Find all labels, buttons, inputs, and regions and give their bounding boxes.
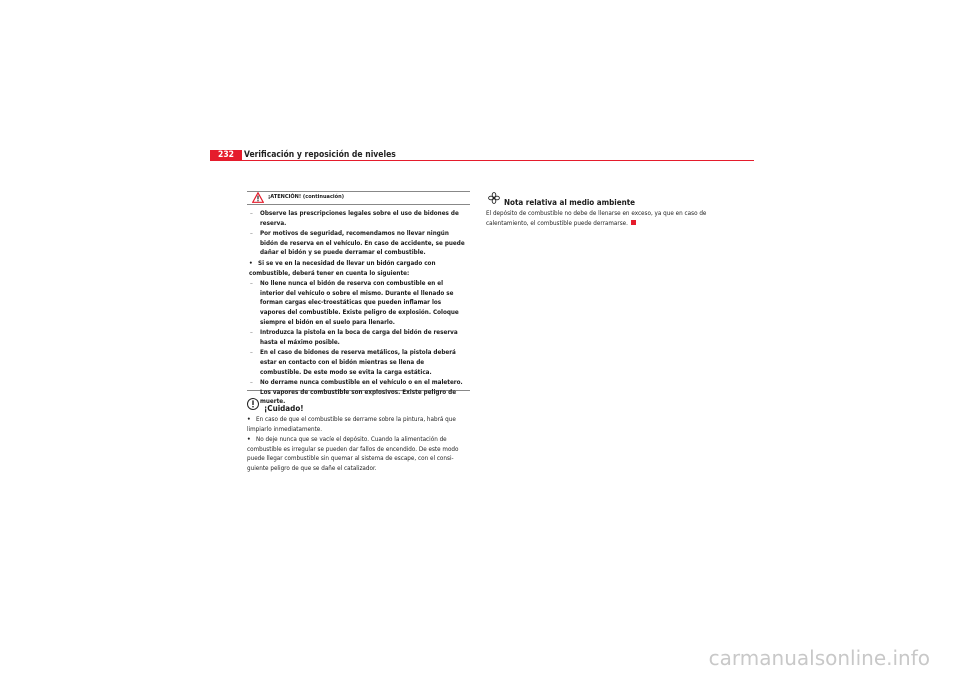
warning-item: – No derrame nunca combustible en el vehículo o en el maletero. Los vapores de combustible son explosivos. Existe peligro de muerte.	[250, 379, 463, 406]
warning-label: ¡ATENCIÓN! (continuación)	[268, 194, 344, 200]
environment-body: El depósito de combustible no debe de llenarse en exceso, ya que en caso de calentamiento, el combustible puede derramarse.	[486, 210, 707, 227]
caution-body	[247, 415, 472, 475]
warning-header	[247, 192, 470, 205]
watermark: carmanualsonline.info	[708, 646, 930, 670]
section-title: Verificación y reposición de niveles	[244, 150, 396, 160]
warning-item: • Si se ve en la necesidad de llevar un bidón cargado con combustible, deberá tener en cuenta lo siguiente:	[249, 259, 436, 277]
warning-body	[247, 205, 470, 407]
caution-title: ¡Cuidado!	[264, 404, 304, 413]
environment-title: Nota relativa al medio ambiente	[504, 198, 636, 207]
caution-item: • En caso de que el combustible se derrame sobre la pintura, habrá que limpiarlo inmediatamente.	[247, 416, 456, 433]
page-header	[210, 150, 754, 161]
header-divider	[210, 160, 754, 161]
warning-box	[247, 191, 470, 406]
end-of-section-marker	[631, 220, 636, 225]
warning-item: – Por motivos de seguridad, recomendamos no llevar ningún bidón de reserva en el vehículo. En caso de accidente, se puede dañar el bidón y se puede derramar el combustible.	[250, 230, 465, 257]
flower-icon	[488, 192, 500, 204]
warning-item: – Observe las prescripciones legales sobre el uso de bidones de reserva.	[250, 210, 459, 227]
warning-triangle-icon	[252, 192, 264, 203]
warning-item: – No llene nunca el bidón de reserva con combustible en el interior del vehículo o sobre el mismo. Durante el llenado se forman cargas elec-troestáticas que pueden inflamar los vapores del combustible. Existe peligro de explosión. Coloque siempre el bidón en el suelo para llenarlo.	[250, 280, 459, 326]
caution-item: • No deje nunca que se vacíe el depósito. Cuando la alimentación de combustible es irregular se pueden dar fallos de encendido. De este modo puede llegar combustible sin quemar al sistema de escape, con el consi-guiente peligro de que se dañe el catalizador.	[247, 436, 459, 472]
page-number: 232	[210, 150, 242, 161]
warning-item: – Introduzca la pistola en la boca de carga del bidón de reserva hasta el máximo posible.	[250, 329, 458, 346]
warning-item: – En el caso de bidones de reserva metálicos, la pistola deberá estar en contacto con el bidón mientras se llena de combustible. De este modo se evita la carga estática.	[250, 349, 456, 376]
exclamation-circle-icon	[247, 398, 259, 410]
